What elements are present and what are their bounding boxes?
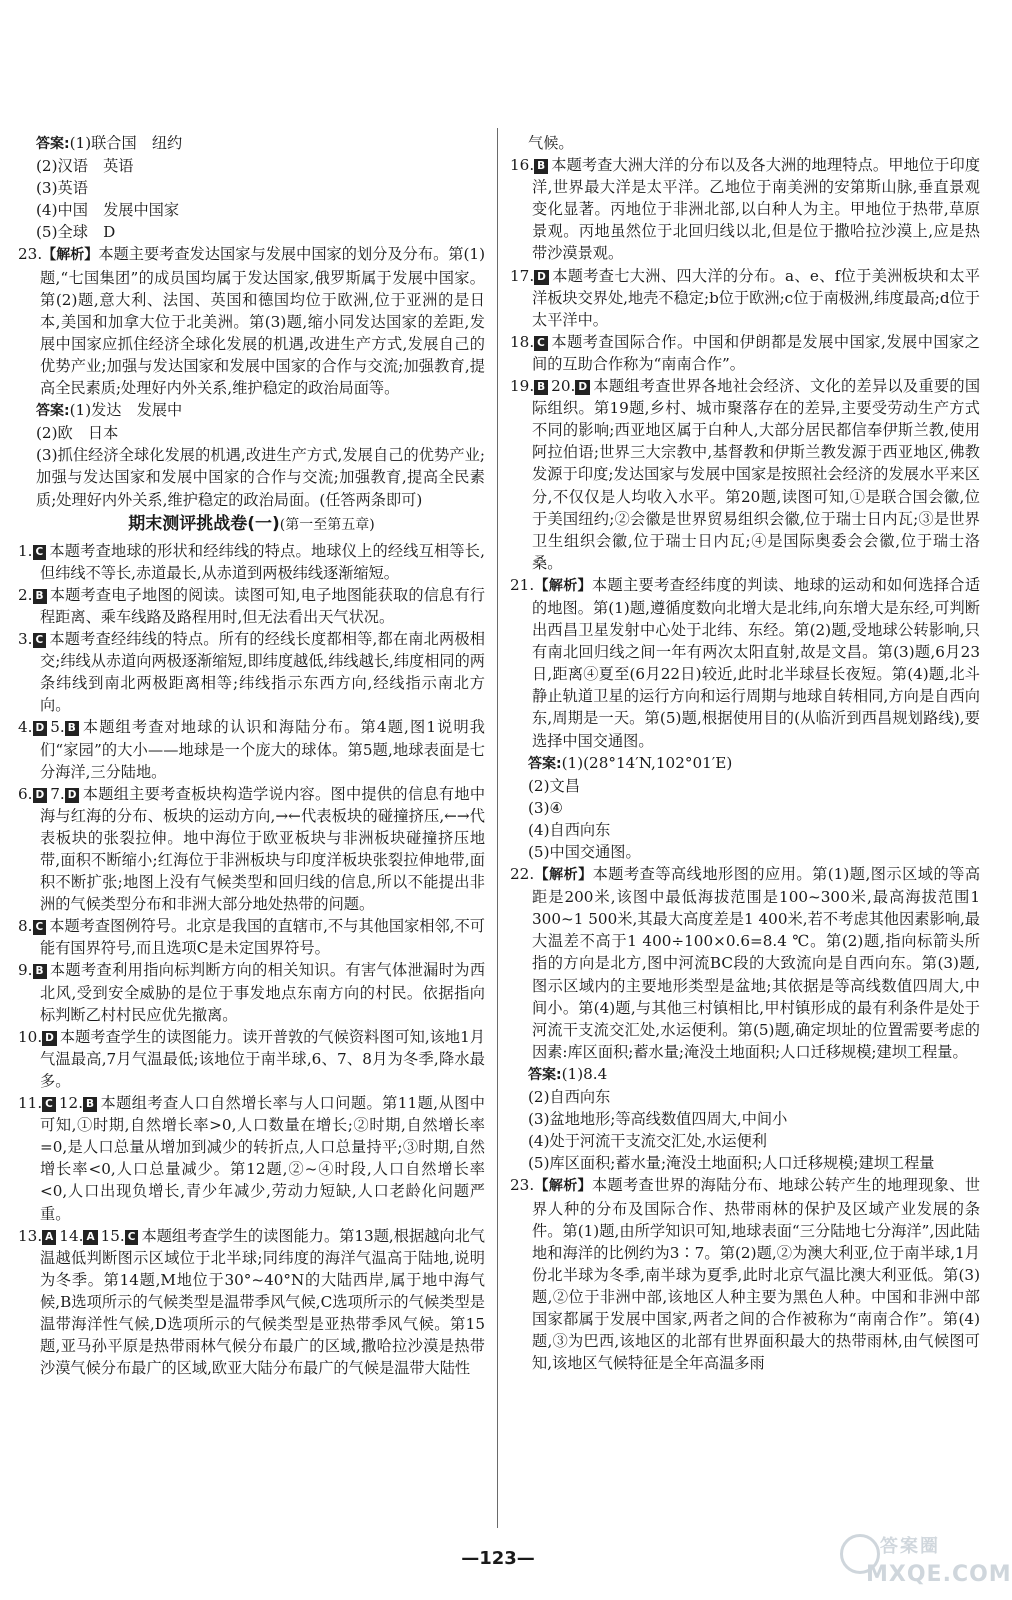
question-text: 本题组考查学生的读图能力。第13题,根据越向北气温越低判断图示区域位于北半球;同纬度的海洋气温高于陆地,说明为冬季。第14题,M地位于30°~40°N的大陆西岸,属于地中海气候,B选项所示的气候类型是温带季风气候,C选项所示的气候类型是温带海洋性气候,D选项所示的气候类型是亚热带季风气候。第15题,亚马孙平原是热带雨林气候分布最广的区域,撒哈拉沙漠是热带沙漠气候分布最广的区域,欧亚大陆分布最广的气候是温带大陆性 xyxy=(40,1226,485,1378)
right-column xyxy=(510,132,980,1374)
question-text: 本题考查世界的海陆分布、地球公转产生的地理现象、世界人种的分布及国际合作、热带雨林的保护及区域产业发展的条件。第(1)题,由所学知识可知,地球表面“三分陆地七分海洋”,因此陆地和海洋的比例约为3∶7。第(2)题,②为澳大利亚,位于南半球,1月份北半球为冬季,南半球为夏季,此时北京气温比澳大利亚低。第(3)题,②位于非洲中部,该地区人种主要为黑色人种。中国和非洲中部国家都属于发展中国家,两者之间的合作被称为“南南合作”。第(4)题,③为巴西,该地区的北部有世界面积最大的热带雨林,由气候图可知,该地区气候特征是全年高温多雨 xyxy=(532,1176,981,1373)
answer-line xyxy=(18,199,485,221)
answer-choice-badge: D xyxy=(534,270,549,285)
answer-text: (2)文昌 xyxy=(528,776,580,795)
question-number: 12. xyxy=(58,1094,84,1113)
answer-choice-badge: D xyxy=(42,1031,57,1046)
answer-text: (4)处于河流干支流交汇处,水运便利 xyxy=(528,1132,767,1151)
answer-choice-badge: B xyxy=(33,589,47,604)
question-number: 6. xyxy=(18,784,33,803)
answer-choice-badge: D xyxy=(33,788,48,803)
answer-label: 答案: xyxy=(36,136,70,152)
answer-choice-badge: D xyxy=(575,380,590,395)
question-number: 10. xyxy=(18,1027,43,1046)
question-text: 本题组考查人口自然增长率与人口问题。第11题,从图中可知,①时期,自然增长率>0,人口数量在增长;②时期,自然增长率=0,是人口总量从增加到减少的转折点,人口总量持平;③时期,自然增长率<0,人口总量减少。第12题,②~④时段,人口自然增长率<0,人口出现负增长,青少年减少,劳动力短缺,人口老龄化问题严重。 xyxy=(40,1094,485,1223)
question-text: 本题考查七大洲、四大洋的分布。a、e、f位于美洲板块和太平洋板块交界处,地壳不稳定;b位于欧洲;c位于南极洲,纬度最高;d位于太平洋中。 xyxy=(532,266,980,329)
answer-line xyxy=(510,1086,980,1108)
answer-text: (1)(28°14′N,102°01′E) xyxy=(561,753,733,772)
question-number: 19. xyxy=(510,377,535,396)
answer-choice-badge: D xyxy=(65,788,80,803)
question-number: 7. xyxy=(50,784,65,803)
answer-text: (2)自西向东 xyxy=(528,1088,611,1107)
question-text: 本题考查图例符号。北京是我国的直辖市,不与其他国家相邻,不可能有国界符号,而且选项C是未定国界符号。 xyxy=(40,917,485,958)
question-text: 本题考查学生的读图能力。读开普敦的气候资料图可知,该地1月气温最高,7月气温最低;该地位于南半球,6、7、8月为冬季,降水最多。 xyxy=(40,1027,485,1090)
analysis-label: 【解析】 xyxy=(534,867,593,884)
watermark xyxy=(836,1532,1012,1592)
answer-text: (5)库区面积;蓄水量;淹没土地面积;人口迁移规模;建坝工程量 xyxy=(528,1154,935,1173)
question-text: 本题考查等高线地形图的应用。第(1)题,图示区域的等高距是200米,该图中最低海拔范围是100~300米,最高海拔范围1 300~1 500米,其最大高度差是1 400米,若不考虑其他因素影响,最大温差不高于1 400÷100×0.6=8.4 ℃。第(2)题,指向标箭头所指的方向是北方,图中河流BC段的大致流向是自西向东。第(3)题,图示区域内的主要地形类型是盆地;其依据是等高线数值四周大,中间小。第(4)题,与其他三村镇相比,甲村镇形成的最有利条件是处于河流干支流交汇处,水运便利。第(5)题,确定坝址的位置需要考虑的因素:库区面积;蓄水量;淹没土地面积;人口迁移规模;建坝工程量。 xyxy=(532,865,981,1061)
question-item xyxy=(18,540,485,584)
question-item xyxy=(510,331,980,375)
answer-text: (3)④ xyxy=(528,798,564,817)
question-item xyxy=(18,716,485,782)
answer-text: (1)8.4 xyxy=(561,1064,608,1083)
question-item xyxy=(510,574,980,752)
question-number: 5. xyxy=(50,718,65,737)
answer-text: (3)抓住经济全球化发展的机遇,改进生产方式,发展自己的优势产业;加强与发达国家和发展中国家的合作与交流;加强教育,提高全民素质;处理好内外关系,维护稳定的政治局面。(任答两条即可) xyxy=(36,446,485,509)
answer-line xyxy=(18,132,485,155)
answer-text: (2)欧 日本 xyxy=(36,424,119,443)
question-number: 21. xyxy=(510,575,535,594)
answer-text: (4)中国 发展中国家 xyxy=(36,201,180,220)
answer-text: (1)联合国 纽约 xyxy=(69,134,183,152)
answer-line xyxy=(18,444,485,510)
continued-text xyxy=(510,132,980,154)
answer-choice-badge: C xyxy=(33,920,47,935)
question-number: 16. xyxy=(510,156,535,175)
answer-label: 答案: xyxy=(36,403,70,420)
question-number: 17. xyxy=(510,266,535,285)
answer-choice-badge: B xyxy=(33,964,47,979)
question-item xyxy=(18,584,485,628)
paragraph-text: 气候。 xyxy=(528,134,574,152)
question-number: 8. xyxy=(18,917,33,936)
analysis-label: 【解析】 xyxy=(42,247,99,264)
question-number: 9. xyxy=(18,961,33,980)
answer-line xyxy=(510,819,980,841)
answer-line xyxy=(18,399,485,422)
question-item xyxy=(510,1174,980,1374)
answer-line xyxy=(510,1152,980,1174)
question-text: 本题组考查对地球的认识和海陆分布。第4题,图1说明我们“家园”的大小——地球是一个庞大的球体。第5题,地球表面是七分海洋,三分陆地。 xyxy=(40,718,485,781)
answer-choice-badge: A xyxy=(83,1230,97,1245)
answer-choice-badge: B xyxy=(534,159,548,174)
answer-choice-badge: A xyxy=(42,1230,56,1245)
question-number: 2. xyxy=(18,585,33,604)
question-number: 22. xyxy=(510,865,535,884)
question-item xyxy=(18,783,485,916)
answer-line xyxy=(18,177,485,199)
answer-line xyxy=(510,752,980,775)
question-item xyxy=(510,265,980,331)
answer-label: 答案: xyxy=(528,755,562,772)
watermark-bottom-text: MXQE.COM xyxy=(866,1562,1012,1587)
answer-choice-badge: B xyxy=(534,380,548,395)
question-text: 本题考查经纬线的特点。所有的经线长度都相等,都在南北两极相交;纬线从赤道向两极逐渐缩短,即纬度越低,纬线越长,纬度相同的两条纬线到南北两极距离相等;纬线指示东西方向,经线指示南北方向。 xyxy=(40,630,485,715)
question-item xyxy=(18,243,485,399)
answer-line xyxy=(18,422,485,444)
answer-text: (1)发达 发展中 xyxy=(69,401,183,420)
answer-text: (4)自西向东 xyxy=(528,820,611,839)
question-item xyxy=(18,915,485,959)
left-column xyxy=(18,132,485,1379)
answer-line xyxy=(510,775,980,797)
question-text: 本题主要考查发达国家与发展中国家的划分及分布。第(1)题,“七国集团”的成员国均属于发达国家,俄罗斯属于发展中国家。第(2)题,意大利、法国、英国和德国均位于欧洲,位于亚洲的是日本,美国和加拿大位于北美洲。第(3)题,缩小同发达国家的差距,发展中国家应抓住经济全球化发展的机遇,改进生产方式,发展自己的优势产业;加强与发达国家和发展中国家的合作与交流;加强教育,提高全民素质;处理好内外关系,维护稳定的政治局面等。 xyxy=(40,245,486,398)
answer-choice-badge: D xyxy=(33,721,48,736)
answer-choice-badge: C xyxy=(42,1097,56,1112)
answer-choice-badge: C xyxy=(33,545,47,560)
question-text: 本题主要考查经纬度的判读、地球的运动和如何选择合适的地图。第(1)题,遵循度数向北增大是北纬,向东增大是东经,可判断出西昌卫星发射中心处于北纬、东经。第(2)题,受地球公转影响,只有南北回归线之间一年有两次太阳直射,故是文昌。第(3)题,6月23日,距离④夏至(6月22日)较近,此时北半球昼长夜短。第(4)题,北斗静止轨道卫星的运行方向和运行周期与地球自转相同,方向是自西向东,周期是一天。第(5)题,根据使用目的(从临沂到西昌规划路线),要选择中国交通图。 xyxy=(532,575,981,750)
answer-choice-badge: C xyxy=(125,1230,139,1245)
question-item xyxy=(18,1026,485,1092)
watermark-top-text: 答案圈 xyxy=(880,1536,940,1557)
answer-text: (5)中国交通图。 xyxy=(528,843,641,861)
page-number: —123— xyxy=(461,1548,535,1569)
question-text: 本题组主要考查板块构造学说内容。图中提供的信息有地中海与红海的分布、板块的运动方向,→←代表板块的碰撞挤压,←→代表板块的张裂拉伸。地中海位于欧亚板块与非洲板块碰撞挤压地带,面积不断缩小;红海位于非洲板块与印度洋板块张裂拉伸地带,面积不断扩张;地图上没有气候类型和回归线的信息,所以不能提出非洲的气候类型分布和非洲大部分地处热带的问题。 xyxy=(40,784,485,914)
analysis-label: 【解析】 xyxy=(534,577,592,594)
analysis-label: 【解析】 xyxy=(534,1178,592,1195)
section-title-text: 期末测评挑战卷(一) xyxy=(128,513,280,534)
question-item xyxy=(18,959,485,1025)
question-text: 本题考查大洲大洋的分布以及各大洲的地理特点。甲地位于印度洋,世界最大洋是太平洋。乙地位于南美洲的安第斯山脉,垂直景观变化显著。丙地位于非洲北部,以白种人为主。甲地位于热带,草原景观。丙地虽然位于北回归线以北,但是位于撒哈拉沙漠上,应是热带沙漠景观。 xyxy=(532,156,980,263)
question-text: 本题组考查世界各地社会经济、文化的差异以及重要的国际组织。第19题,乡村、城市聚落存在的差异,主要受劳动生产方式不同的影响;西亚地区属于白种人,大部分居民都信奉伊斯兰教,使用阿拉伯语;世界三大宗教中,基督教和伊斯兰教发源于西亚地区,佛教发源于印度;发达国家与发展中国家是按照社会经济的发展水平来区分,不仅仅是人均收入水平。第20题,读图可知,①是联合国会徽,位于美国纽约;②会徽是世界贸易组织会徽,位于瑞士日内瓦;③是世界卫生组织会徽,位于瑞士日内瓦;④是国际奥委会会徽,位于瑞士洛桑。 xyxy=(532,377,980,572)
answer-text: (5)全球 D xyxy=(36,223,116,242)
column-divider xyxy=(497,128,498,1528)
question-item xyxy=(18,628,485,716)
answer-line xyxy=(510,841,980,863)
question-item xyxy=(510,863,980,1063)
question-number: 18. xyxy=(510,332,535,351)
question-text: 本题考查电子地图的阅读。读图可知,电子地图能获取的信息有行程距离、乘车线路及路程用时,但无法看出天气状况。 xyxy=(40,585,485,626)
question-item xyxy=(18,1225,485,1380)
question-number: 4. xyxy=(18,718,33,737)
question-item xyxy=(18,1092,485,1225)
question-number: 23. xyxy=(510,1176,535,1195)
question-item xyxy=(510,154,980,264)
question-number: 13. xyxy=(18,1226,43,1245)
question-number: 3. xyxy=(18,630,33,649)
answer-line xyxy=(510,797,980,819)
answer-text: (3)英语 xyxy=(36,179,88,198)
answer-choice-badge: C xyxy=(534,336,548,351)
section-title xyxy=(18,513,485,536)
question-text: 本题考查利用指向标判断方向的相关知识。有害气体泄漏时为西北风,受到安全威胁的是位于事发地点东南方向的村民。依据指向标判断乙村村民应优先撤离。 xyxy=(40,961,485,1024)
question-number: 20. xyxy=(551,377,576,396)
answer-label: 答案: xyxy=(528,1066,562,1083)
answer-text: (2)汉语 英语 xyxy=(36,157,134,176)
section-subtitle: (第一至第五章) xyxy=(279,516,375,533)
answer-line xyxy=(510,1108,980,1130)
answer-line xyxy=(18,155,485,177)
answer-line xyxy=(510,1130,980,1152)
answer-line xyxy=(510,1063,980,1086)
question-number: 1. xyxy=(18,541,33,560)
question-text: 本题考查国际合作。中国和伊朗都是发展中国家,发展中国家之间的互助合作称为“南南合作”。 xyxy=(532,332,980,373)
question-item xyxy=(510,375,980,574)
question-number: 11. xyxy=(18,1094,43,1113)
answer-choice-badge: B xyxy=(83,1097,97,1112)
question-number: 23. xyxy=(18,245,43,264)
answer-line xyxy=(18,221,485,243)
answer-choice-badge: B xyxy=(65,721,79,736)
question-text: 本题考查地球的形状和经纬线的特点。地球仪上的经线互相等长,但纬线不等长,赤道最长,从赤道到两极纬线逐渐缩短。 xyxy=(40,541,485,582)
question-number: 15. xyxy=(100,1226,125,1245)
answer-choice-badge: C xyxy=(33,633,47,648)
question-number: 14. xyxy=(59,1226,84,1245)
answer-text: (3)盆地地形;等高线数值四周大,中间小 xyxy=(528,1110,788,1129)
